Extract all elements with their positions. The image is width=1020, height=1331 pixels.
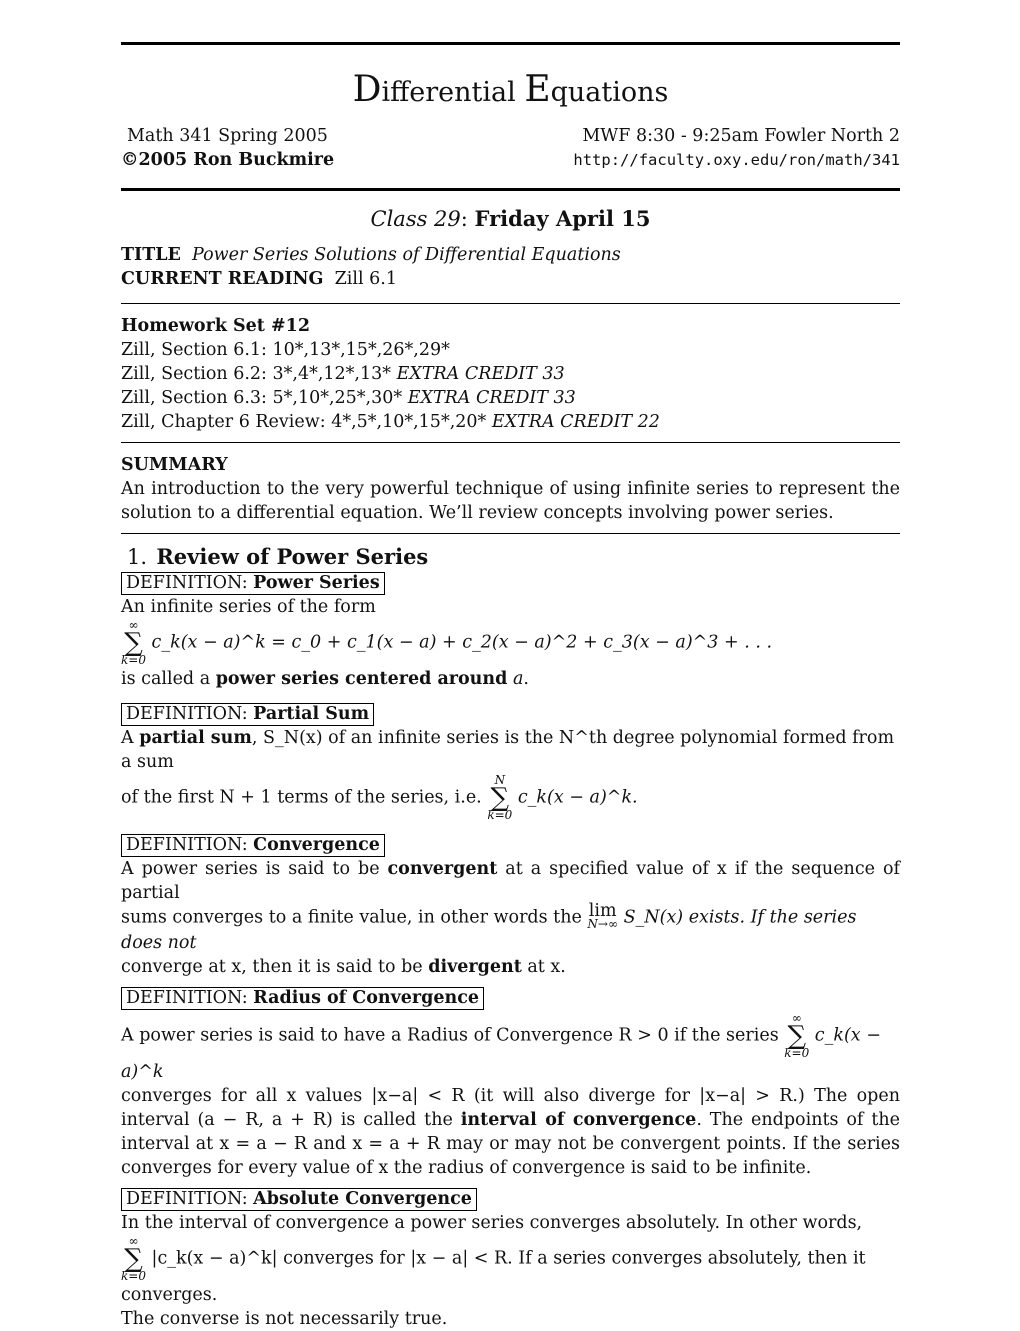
radius-text-2: converges for all x values |x−a| < R (it will also diverge for |x−a| > R.) The open interval (a − R, a + R) is called the interval of convergence. The endpoints of the interval at x = a − R and x = a + R may or may not be convergent points. If the series converges for every value of x the radius of convergence is said to be infinite.	[121, 1086, 900, 1178]
convergence-text-3: converge at x, then it is said to be divergent at x.	[121, 957, 566, 977]
homework-block	[121, 314, 900, 434]
power-series-formula: ∞ ∑ k=0 c_k(x − a)^k = c_0 + c_1(x − a) + c_2(x − a)^2 + c_3(x − a)^3 + . . .	[121, 618, 773, 667]
copyright-row	[121, 148, 900, 172]
course-name: Math 341 Spring 2005	[127, 126, 328, 146]
summary-heading: SUMMARY	[121, 455, 228, 475]
course-schedule: MWF 8:30 - 9:25am Fowler North 2	[582, 126, 900, 146]
class-heading: Class 29: Friday April 15	[370, 206, 651, 231]
copyright: ©2005 Ron Buckmire	[121, 150, 335, 170]
homework-heading: Homework Set #12	[121, 316, 310, 336]
course-title: Differential Equations	[352, 69, 669, 110]
reading-line: CURRENT READING Zill 6.1	[121, 269, 397, 289]
sum-symbol: ∞ ∑ k=0	[784, 1011, 810, 1060]
definition-box-radius: DEFINITION: Radius of Convergence	[121, 987, 484, 1010]
course-meta-row	[121, 124, 900, 148]
top-rule	[121, 42, 900, 45]
homework-item: Zill, Section 6.2: 3*,4*,12*,13* EXTRA CREDIT 33	[121, 364, 565, 384]
section-heading: 1. Review of Power Series	[127, 544, 429, 569]
definition-box-convergence: DEFINITION: Convergence	[121, 834, 385, 857]
absolute-text: In the interval of convergence a power series converges absolutely. In other words,	[121, 1213, 863, 1233]
definition-box-absolute: DEFINITION: Absolute Convergence	[121, 1188, 477, 1211]
homework-item: Zill, Section 6.3: 5*,10*,25*,30* EXTRA CREDIT 33	[121, 388, 576, 408]
sum-symbol: N ∑ k=0	[487, 773, 513, 822]
divider	[121, 533, 900, 534]
summary-text: An introduction to the very powerful technique of using infinite series to represent the solution to a differential equation. We’ll review concepts involving power series.	[121, 479, 900, 523]
document-page	[121, 42, 900, 1331]
def-intro: An infinite series of the form	[121, 597, 376, 617]
course-url[interactable]: http://faculty.oxy.edu/ron/math/341	[573, 151, 900, 169]
header-rule	[121, 188, 900, 191]
def-outro: is called a power series centered around a.	[121, 669, 529, 689]
absolute-text-2: ∞ ∑ k=0 |c_k(x − a)^k| converges for |x − a| < R. If a series converges absolutely, then it converges.	[121, 1234, 866, 1305]
partial-sum-text: A partial sum, S_N(x) of an infinite series is the N^th degree polynomial formed from a sum	[121, 728, 895, 772]
divider	[121, 442, 900, 443]
convergence-text: A power series is said to be convergent at a specified value of x if the sequence of partial	[121, 859, 900, 903]
homework-item: Zill, Chapter 6 Review: 4*,5*,10*,15*,20* EXTRA CREDIT 22	[121, 412, 660, 432]
definition-box-power-series: DEFINITION: Power Series	[121, 572, 385, 595]
definition-box-partial-sum: DEFINITION: Partial Sum	[121, 703, 374, 726]
homework-item: Zill, Section 6.1: 10*,13*,15*,26*,29*	[121, 340, 450, 360]
partial-sum-text-2: of the first N + 1 terms of the series, i.e. N ∑ k=0 c_k(x − a)^k.	[121, 773, 638, 822]
absolute-text-3: The converse is not necessarily true.	[121, 1309, 448, 1329]
title-line: TITLE Power Series Solutions of Differential Equations	[121, 245, 621, 265]
convergence-text-2: sums converges to a finite value, in other words the lim N→∞ S_N(x) exists. If the series does not	[121, 901, 857, 953]
divider	[121, 303, 900, 304]
limit-symbol: lim N→∞	[587, 901, 618, 931]
sum-symbol: ∞ ∑ k=0	[121, 1234, 146, 1283]
radius-text: A power series is said to have a Radius of Convergence R > 0 if the series ∞ ∑ k=0 c_k(x − a)^k	[121, 1011, 881, 1082]
summary-block	[121, 453, 900, 525]
sum-symbol: ∞ ∑ k=0	[121, 618, 146, 667]
